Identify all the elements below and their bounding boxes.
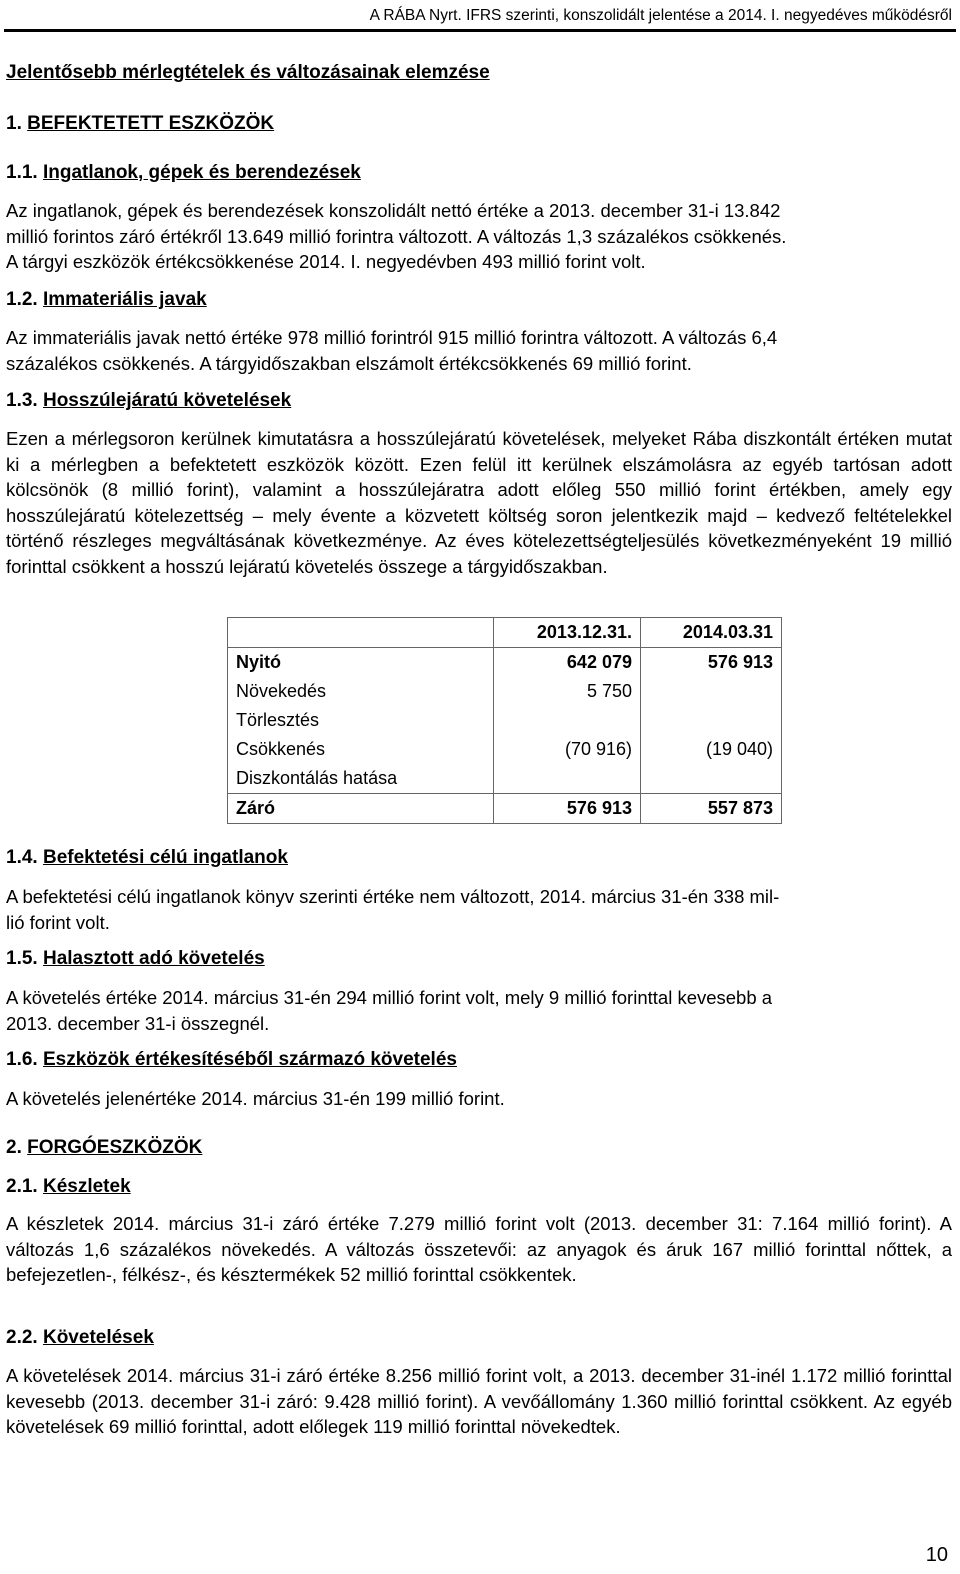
row-label: Törlesztés xyxy=(228,706,494,735)
paragraph-line: Az immateriális javak nettó értéke 978 millió forintról 915 millió forintra változott. A változás 6,4 xyxy=(6,327,778,348)
row-value-2013: 5 750 xyxy=(494,677,641,706)
section-2-number: 2. xyxy=(6,1137,22,1158)
header-title: A RÁBA Nyrt. IFRS szerinti, konszolidált jelentése a 2014. I. negyedéves működésről xyxy=(369,7,952,24)
main-title: Jelentősebb mérlegtételek és változásainak elemzése xyxy=(6,62,490,83)
row-value-2013 xyxy=(494,764,641,794)
section-2-2-heading xyxy=(6,1327,154,1349)
paragraph-line: százalékos csökkenés. A tárgyidőszakban elszámolt értékcsökkenés 69 millió forint. xyxy=(6,352,692,374)
section-1-4-number: 1.4. xyxy=(6,847,38,868)
section-1-6-paragraph xyxy=(6,1086,952,1112)
section-1-5-number: 1.5. xyxy=(6,948,38,969)
row-value-2014 xyxy=(641,677,782,706)
table-header-cell xyxy=(228,618,494,648)
section-1-6-number: 1.6. xyxy=(6,1049,38,1070)
section-1-heading xyxy=(6,113,274,135)
row-label: Diszkontálás hatása xyxy=(228,764,494,794)
paragraph-line: millió forintos záró értékről 13.649 millió forintra változott. A változás 1,3 százalékos csökkenés. xyxy=(6,225,787,247)
page-header xyxy=(0,0,960,36)
section-2-2-title: Követelések xyxy=(42,1327,154,1348)
header-rule xyxy=(4,29,956,32)
section-1-2-heading xyxy=(6,289,207,311)
section-2-title: FORGÓESZKÖZÖK xyxy=(27,1137,203,1158)
row-value-2013: 576 913 xyxy=(494,794,641,824)
section-2-heading xyxy=(6,1137,202,1159)
section-1-5-title: Halasztott adó követelés xyxy=(42,948,265,969)
section-1-6-heading xyxy=(6,1049,457,1071)
row-value-2014 xyxy=(641,764,782,794)
paragraph-line: 2013. december 31-i összegnél. xyxy=(6,1012,270,1034)
section-1-2-title: Immateriális javak xyxy=(42,289,207,310)
section-1-4-heading xyxy=(6,847,288,869)
table-row xyxy=(228,764,782,794)
row-value-2014 xyxy=(641,706,782,735)
paragraph-line: A befektetési célú ingatlanok könyv szerinti értéke nem változott, 2014. március 31-én 338 mil- xyxy=(6,886,780,907)
section-1-1-paragraph xyxy=(6,198,952,275)
paragraph-line: Az ingatlanok, gépek és berendezések konszolidált nettó értéke a 2013. december 31-i 13.842 xyxy=(6,200,781,221)
table-header-row xyxy=(228,618,782,648)
row-label: Nyitó xyxy=(228,648,494,678)
section-1-1-number: 1.1. xyxy=(6,162,38,183)
section-1-title: BEFEKTETETT ESZKÖZÖK xyxy=(27,113,275,134)
section-1-6-title: Eszközök értékesítéséből származó követelés xyxy=(42,1049,457,1070)
section-1-3-number: 1.3. xyxy=(6,390,38,411)
table-row xyxy=(228,794,782,824)
row-value-2013: (70 916) xyxy=(494,735,641,764)
row-value-2014: 557 873 xyxy=(641,794,782,824)
section-2-1-number: 2.1. xyxy=(6,1176,38,1197)
section-1-5-heading xyxy=(6,948,265,970)
section-2-2-number: 2.2. xyxy=(6,1327,38,1348)
paragraph-line: lió forint volt. xyxy=(6,911,110,933)
section-1-4-title: Befektetési célú ingatlanok xyxy=(42,847,288,868)
row-value-2014: 576 913 xyxy=(641,648,782,678)
section-2-1-paragraph: A készletek 2014. március 31-i záró értéke 7.279 millió forint volt (2013. december 31: 7.164 millió forint). A változás 1,6 százalékos növekedés. A változás összetevői: az anyagok és áruk 167 millió forinttal nőttek, a befejezetlen-, félkész-, és késztermékek 52 millió forinttal csökkentek. xyxy=(6,1213,952,1286)
section-1-3-heading xyxy=(6,390,291,412)
table-header-2013: 2013.12.31. xyxy=(494,618,641,648)
receivables-table xyxy=(227,617,782,824)
section-2-2-paragraph: A követelések 2014. március 31-i záró értéke 8.256 millió forint volt, a 2013. december 31-inél 1.172 millió forinttal kevesebb (2013. december 31-i záró: 9.428 millió forint). A vevőállomány 1.360 millió forinttal csökkent. Az egyéb követelések 69 millió forinttal, adott előlegek 119 millió forinttal növekedtek. xyxy=(6,1365,952,1438)
row-label: Növekedés xyxy=(228,677,494,706)
table-row xyxy=(228,735,782,764)
section-1-1-title: Ingatlanok, gépek és berendezések xyxy=(42,162,361,183)
section-1-1-heading xyxy=(6,162,361,184)
section-1-3-paragraph: Ezen a mérlegsoron kerülnek kimutatásra a hosszúlejáratú követelések, melyeket Rába diszkontált értéken mutat ki a mérlegben a befektetett eszközök között. Ezen felül itt kerülnek elszámolásra az egyéb tartósan adott kölcsönök (8 millió forint), valamint a hosszúlejáratra adott előleg 550 millió forint értékben, amely egy hosszúlejáratú kötelezettség – mely évente a közvetett költség soron jelentkezik majd – kedvező feltételekkel történő részleges megváltásának következménye. Az éves kötelezettségteljesülés következményeként 19 millió forinttal csökkent a hosszú lejáratú követelés összege a tárgyidőszakban. xyxy=(6,428,952,577)
row-label: Záró xyxy=(228,794,494,824)
table-row xyxy=(228,677,782,706)
section-2-1-heading xyxy=(6,1176,131,1198)
row-value-2014: (19 040) xyxy=(641,735,782,764)
section-1-5-paragraph xyxy=(6,985,952,1036)
row-label: Csökkenés xyxy=(228,735,494,764)
table-row xyxy=(228,648,782,678)
section-1-3-title: Hosszúlejáratú követelések xyxy=(42,390,292,411)
section-2-1-title: Készletek xyxy=(42,1176,131,1197)
table-header-2014: 2014.03.31 xyxy=(641,618,782,648)
paragraph-line: A tárgyi eszközök értékcsökkenése 2014. I. negyedévben 493 millió forint volt. xyxy=(6,251,646,273)
section-1-4-paragraph xyxy=(6,884,952,935)
section-1-2-number: 1.2. xyxy=(6,289,38,310)
section-1-2-paragraph xyxy=(6,325,952,376)
paragraph-line: A követelés értéke 2014. március 31-én 294 millió forint volt, mely 9 millió forinttal kevesebb a xyxy=(6,987,773,1008)
paragraph-line: A követelés jelenértéke 2014. március 31-én 199 millió forint. xyxy=(6,1088,505,1109)
row-value-2013 xyxy=(494,706,641,735)
page-number: 10 xyxy=(925,1544,948,1566)
row-value-2013: 642 079 xyxy=(494,648,641,678)
section-1-number: 1. xyxy=(6,113,22,134)
table-row xyxy=(228,706,782,735)
